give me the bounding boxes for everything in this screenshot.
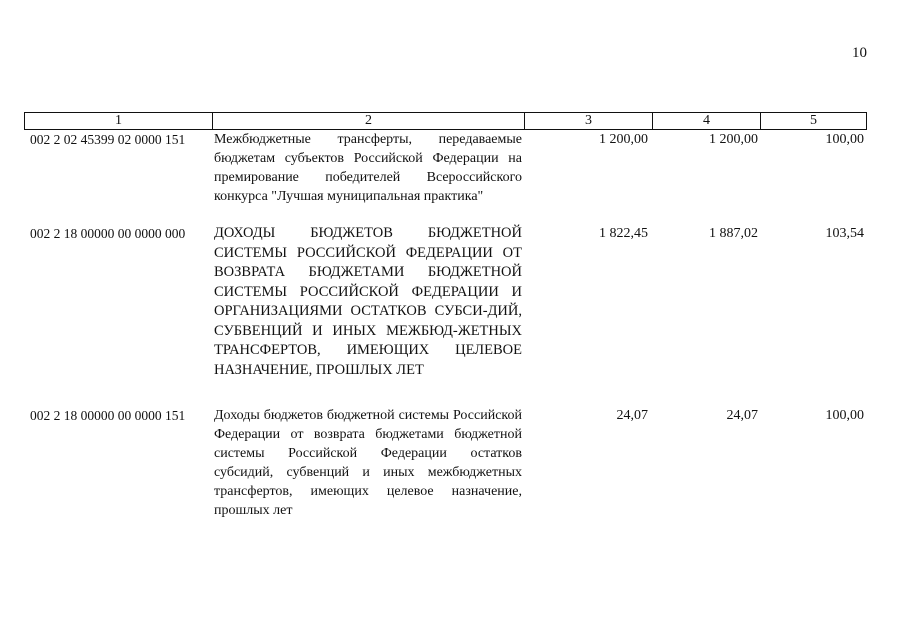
value-col3: 1 200,00 xyxy=(599,132,648,147)
value-col3: 1 822,45 xyxy=(599,226,648,241)
column-header-5: 5 xyxy=(761,113,867,130)
value-col5: 100,00 xyxy=(825,132,864,147)
page-number: 10 xyxy=(852,45,867,61)
budget-code: 002 2 18 00000 00 0000 000 xyxy=(30,226,186,241)
budget-code: 002 2 18 00000 00 0000 151 xyxy=(30,408,186,423)
value-col4: 24,07 xyxy=(726,408,758,423)
column-header-table xyxy=(24,112,867,130)
column-header-1: 1 xyxy=(25,113,213,130)
table-row xyxy=(24,130,866,224)
income-name: Доходы бюджетов бюджетной системы Российской Федерации от возврата бюджетами бюджетной системы Российской Федерации остатков субсидий, субвенций и иных межбюджетных трансфертов, имеющих целевое назначение, прошлых лет xyxy=(214,408,522,518)
income-name: ДОХОДЫ БЮДЖЕТОВ БЮДЖЕТНОЙ СИСТЕМЫ РОССИЙСКОЙ ФЕДЕРАЦИИ ОТ ВОЗВРАТА БЮДЖЕТАМИ БЮДЖЕТНОЙ СИСТЕМЫ РОССИЙСКОЙ ФЕДЕРАЦИИ И ОРГАНИЗАЦИЯМИ ОСТАТКОВ СУБСИ-ДИЙ, СУБВЕНЦИЙ И ИНЫХ МЕЖБЮД-ЖЕТНЫХ ТРАНСФЕРТОВ, ИМЕЮЩИХ ЦЕЛЕВОЕ НАЗНАЧЕНИЕ, ПРОШЛЫХ ЛЕТ xyxy=(214,225,522,378)
table-row xyxy=(24,406,866,536)
table-row xyxy=(24,224,866,406)
budget-code: 002 2 02 45399 02 0000 151 xyxy=(30,132,186,147)
column-header-2: 2 xyxy=(213,113,525,130)
value-col4: 1 200,00 xyxy=(709,132,758,147)
table-body xyxy=(24,130,866,536)
column-header-4: 4 xyxy=(653,113,761,130)
value-col5: 103,54 xyxy=(825,226,864,241)
value-col3: 24,07 xyxy=(616,408,648,423)
income-name: Межбюджетные трансферты, передаваемые бюджетам субъектов Российской Федерации на премирование победителей Всероссийского конкурса "Лучшая муниципальная практика" xyxy=(214,132,522,204)
value-col5: 100,00 xyxy=(825,408,864,423)
column-header-3: 3 xyxy=(525,113,653,130)
column-header-row xyxy=(25,113,867,130)
value-col4: 1 887,02 xyxy=(709,226,758,241)
